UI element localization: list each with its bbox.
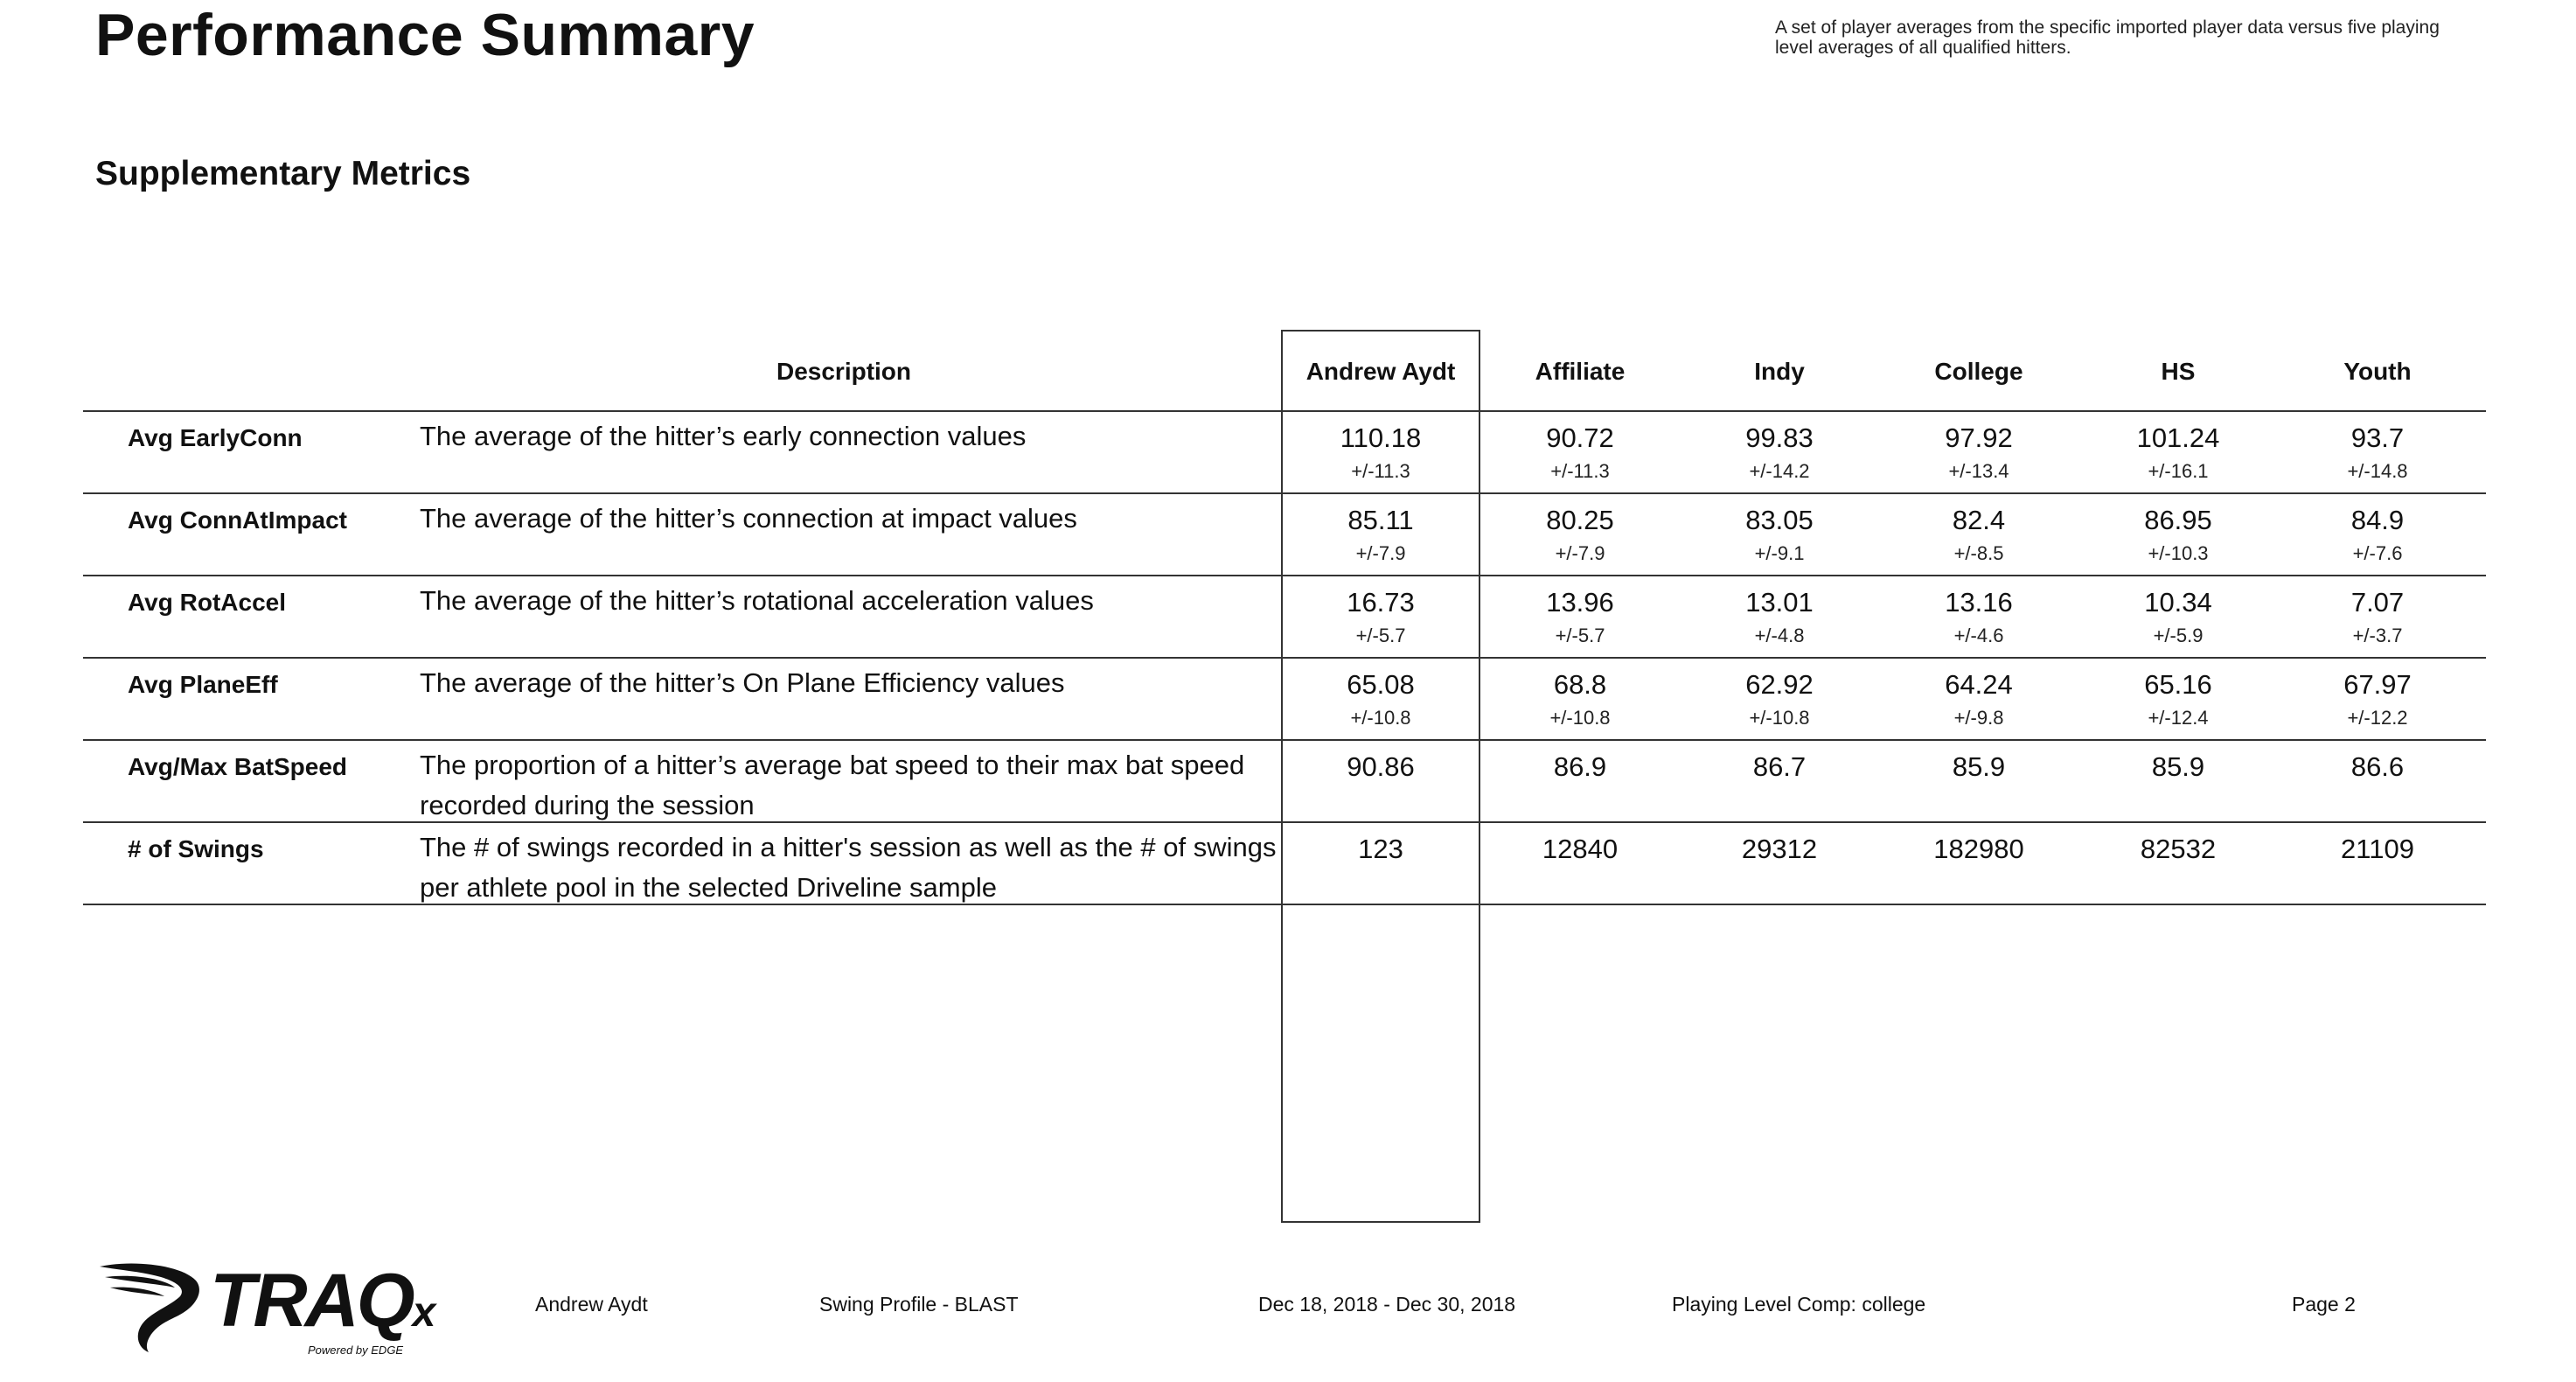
value-main: 16.73: [1347, 587, 1415, 618]
value-sd: +/-8.5: [1953, 542, 2004, 564]
value-sd: +/-4.8: [1754, 625, 1805, 646]
value-youth: [2278, 494, 2477, 575]
metric-name: # of Swings: [128, 835, 264, 862]
value-sd: +/-4.6: [1953, 625, 2004, 646]
value-college: [1879, 741, 2078, 821]
value-player: [1281, 741, 1480, 821]
value-sd: +/-14.2: [1749, 460, 1810, 482]
metric-description: The proportion of a hitter’s average bat speed to their max bat speed recorded during the session: [420, 750, 1245, 820]
footer-profile: Swing Profile - BLAST: [819, 1293, 1019, 1316]
value-main: 85.9: [2151, 751, 2205, 782]
value-main: 64.24: [1945, 669, 2013, 700]
value-main: 84.9: [2350, 505, 2405, 535]
value-main: 12840: [1542, 834, 1619, 864]
value-main: 68.8: [1553, 669, 1607, 700]
value-affiliate: [1480, 576, 1680, 657]
value-sd: +/-12.2: [2347, 707, 2408, 729]
value-main: 90.86: [1347, 751, 1415, 782]
value-hs: [2078, 412, 2278, 492]
page-description: A set of player averages from the specific imported player data versus five playing level averages of all qualified hitters.: [1775, 17, 2440, 58]
value-college: [1879, 576, 2078, 657]
value-main: 90.72: [1546, 422, 1614, 453]
metric-description: The average of the hitter’s rotational acceleration values: [420, 585, 1094, 616]
value-youth: [2278, 659, 2477, 739]
header-affiliate: Affiliate: [1535, 358, 1626, 385]
traqx-logo: [98, 1259, 436, 1360]
value-main: 7.07: [2350, 587, 2405, 618]
header-player: Andrew Aydt: [1305, 358, 1456, 385]
value-main: 29312: [1741, 834, 1818, 864]
table-row: [83, 492, 2486, 575]
header-indy: Indy: [1754, 358, 1805, 385]
table-row: [83, 739, 2486, 821]
value-sd: +/-7.6: [2352, 542, 2403, 564]
table-row: [83, 410, 2486, 492]
metric-name: Avg EarlyConn: [128, 424, 303, 451]
value-youth: [2278, 576, 2477, 657]
logo-tagline: Powered by EDGE: [308, 1344, 404, 1357]
value-sd: +/-13.4: [1948, 460, 2009, 482]
value-sd: +/-10.8: [1350, 707, 1411, 729]
value-player: [1281, 823, 1480, 904]
value-main: 10.34: [2144, 587, 2212, 618]
page-title: Performance Summary: [95, 2, 755, 68]
value-main: 13.01: [1745, 587, 1814, 618]
metric-description: The average of the hitter’s connection at impact values: [420, 503, 1077, 534]
header-metric-spacer: [83, 330, 407, 410]
value-affiliate: [1480, 412, 1680, 492]
value-main: 21109: [2341, 834, 2414, 864]
value-college: [1879, 659, 2078, 739]
section-title: Supplementary Metrics: [95, 155, 471, 192]
value-main: 82532: [2140, 834, 2217, 864]
value-hs: [2078, 741, 2278, 821]
footer-date-range: Dec 18, 2018 - Dec 30, 2018: [1258, 1293, 1516, 1316]
metric-description: The average of the hitter’s On Plane Efficiency values: [420, 667, 1065, 698]
value-sd: +/-7.9: [1355, 542, 1406, 564]
value-college: [1879, 494, 2078, 575]
value-main: 97.92: [1945, 422, 2013, 453]
value-sd: +/-16.1: [2148, 460, 2209, 482]
metric-name: Avg RotAccel: [128, 589, 287, 616]
value-player: [1281, 412, 1480, 492]
value-indy: [1680, 576, 1879, 657]
value-main: 62.92: [1745, 669, 1814, 700]
footer-page-number: Page 2: [2292, 1293, 2356, 1316]
header-college: College: [1934, 358, 2023, 385]
metric-name: Avg ConnAtImpact: [128, 506, 347, 534]
value-player: [1281, 494, 1480, 575]
value-main: 101.24: [2136, 422, 2220, 453]
table-row: [83, 821, 2486, 905]
value-main: 99.83: [1745, 422, 1814, 453]
header-youth: Youth: [2343, 358, 2412, 385]
value-youth: [2278, 741, 2477, 821]
value-sd: +/-7.9: [1555, 542, 1605, 564]
value-affiliate: [1480, 823, 1680, 904]
value-affiliate: [1480, 659, 1680, 739]
value-indy: [1680, 659, 1879, 739]
value-player: [1281, 576, 1480, 657]
value-hs: [2078, 576, 2278, 657]
value-main: 86.95: [2144, 505, 2212, 535]
value-main: 80.25: [1546, 505, 1614, 535]
value-main: 13.96: [1546, 587, 1614, 618]
value-youth: [2278, 823, 2477, 904]
value-sd: +/-14.8: [2347, 460, 2408, 482]
value-main: 83.05: [1745, 505, 1814, 535]
value-sd: +/-10.8: [1749, 707, 1810, 729]
value-sd: +/-12.4: [2148, 707, 2209, 729]
footer-comp-level: Playing Level Comp: college: [1672, 1293, 1926, 1316]
value-college: [1879, 823, 2078, 904]
swoosh-logo-icon: [98, 1261, 203, 1353]
value-affiliate: [1480, 741, 1680, 821]
value-affiliate: [1480, 494, 1680, 575]
value-main: 110.18: [1340, 422, 1422, 453]
value-youth: [2278, 412, 2477, 492]
value-main: 85.11: [1347, 505, 1414, 535]
value-main: 93.7: [2350, 422, 2405, 453]
value-indy: [1680, 412, 1879, 492]
value-sd: +/-5.9: [2153, 625, 2204, 646]
value-indy: [1680, 741, 1879, 821]
value-main: 182980: [1933, 834, 2024, 864]
value-sd: +/-9.8: [1953, 707, 2004, 729]
table-row: [83, 657, 2486, 739]
value-hs: [2078, 823, 2278, 904]
value-main: 123: [1358, 834, 1403, 864]
value-sd: +/-10.3: [2148, 542, 2209, 564]
value-main: 13.16: [1945, 587, 2013, 618]
metrics-table: [83, 330, 2486, 905]
value-hs: [2078, 494, 2278, 575]
value-sd: +/-11.3: [1550, 460, 1610, 482]
value-sd: +/-9.1: [1754, 542, 1805, 564]
value-sd: +/-3.7: [2352, 625, 2403, 646]
table-row: [83, 575, 2486, 657]
footer-athlete: Andrew Aydt: [535, 1293, 648, 1316]
value-main: 85.9: [1952, 751, 2006, 782]
value-main: 86.9: [1553, 751, 1607, 782]
metric-description: The average of the hitter’s early connection values: [420, 421, 1027, 451]
value-hs: [2078, 659, 2278, 739]
value-main: 82.4: [1952, 505, 2006, 535]
metric-description: The # of swings recorded in a hitter's session as well as the # of swings per athlete pool in the selected Driveline sample: [420, 832, 1277, 903]
value-sd: +/-10.8: [1549, 707, 1611, 729]
value-main: 65.08: [1347, 669, 1415, 700]
value-sd: +/-5.7: [1355, 625, 1406, 646]
value-player: [1281, 659, 1480, 739]
value-college: [1879, 412, 2078, 492]
value-indy: [1680, 823, 1879, 904]
value-main: 86.6: [2350, 751, 2405, 782]
logo-wordmark: TRAQx: [210, 1259, 436, 1343]
table-header: [83, 330, 2486, 410]
value-indy: [1680, 494, 1879, 575]
value-sd: +/-11.3: [1351, 460, 1410, 482]
metric-name: Avg PlaneEff: [128, 671, 278, 698]
value-main: 86.7: [1752, 751, 1807, 782]
header-hs: HS: [2161, 358, 2196, 385]
value-sd: +/-5.7: [1555, 625, 1605, 646]
metric-name: Avg/Max BatSpeed: [128, 753, 348, 780]
header-description: Description: [776, 358, 912, 385]
value-main: 65.16: [2144, 669, 2212, 700]
value-main: 67.97: [2343, 669, 2412, 700]
